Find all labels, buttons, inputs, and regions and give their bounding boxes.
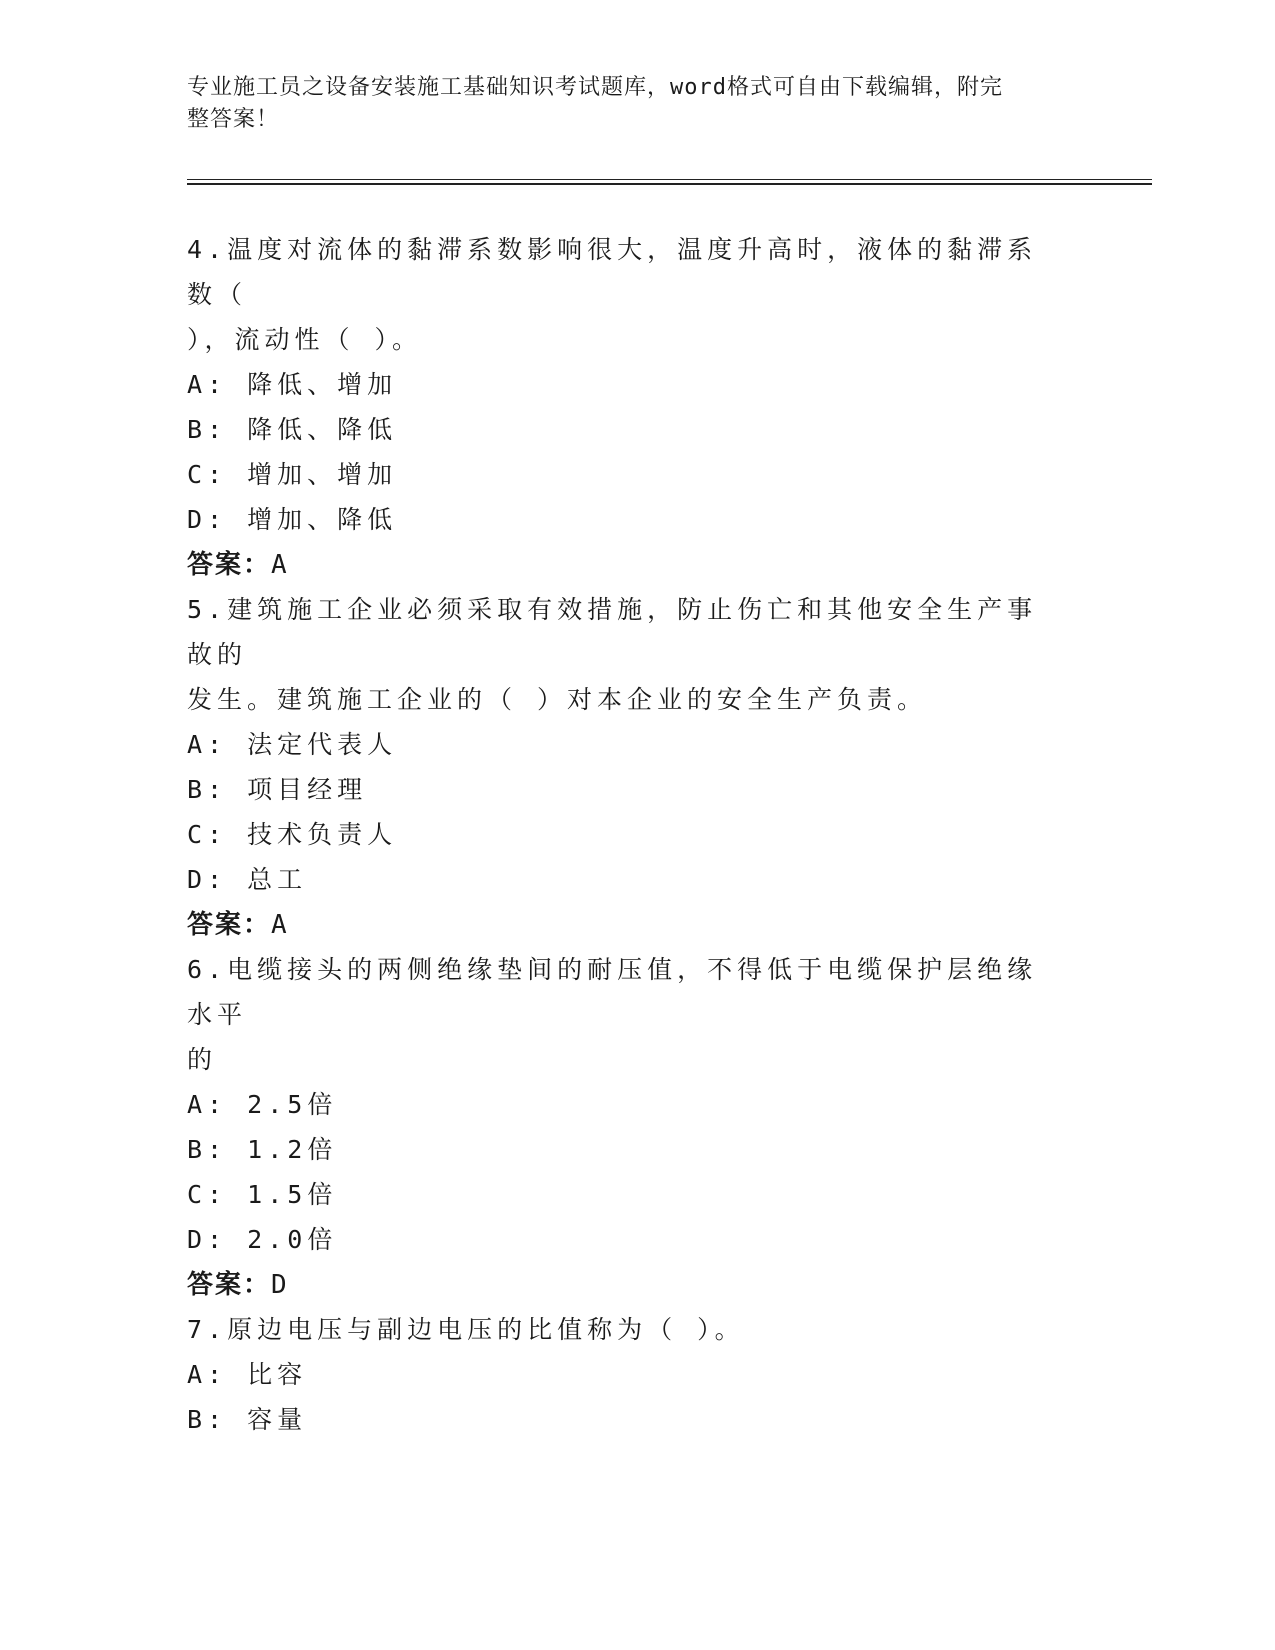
option-label: C: — [187, 1180, 228, 1209]
question-text-line: 的 — [187, 1045, 218, 1074]
option-text: 增加、增加 — [247, 460, 398, 489]
answer-line — [187, 1262, 1067, 1308]
header-divider-thin — [187, 179, 1152, 180]
header-line-2: 整答案！ — [187, 107, 280, 132]
option-a — [187, 1082, 1067, 1127]
option-d — [187, 857, 1067, 902]
option-label: D: — [187, 505, 228, 534]
question-text-line: 5.建筑施工企业必须采取有效措施，防止伤亡和其他安全生产事故的 — [187, 595, 1038, 669]
answer-value: A — [271, 910, 289, 940]
document-header — [187, 72, 1067, 136]
option-label: A: — [187, 1360, 228, 1389]
option-text: 1.5倍 — [247, 1180, 338, 1209]
question-5 — [187, 587, 1067, 948]
option-c — [187, 1172, 1067, 1217]
option-text: 降低、增加 — [247, 370, 398, 399]
option-b — [187, 767, 1067, 812]
answer-label: 答案： — [187, 1270, 272, 1300]
answer-value: A — [271, 550, 289, 580]
question-text-line: 7.原边电压与副边电压的比值称为（ ）。 — [187, 1315, 745, 1344]
question-text-line: 4.温度对流体的黏滞系数影响很大，温度升高时，液体的黏滞系数（ — [187, 235, 1038, 309]
option-label: A: — [187, 370, 228, 399]
option-text: 技术负责人 — [247, 820, 398, 849]
answer-line — [187, 542, 1067, 588]
option-c — [187, 812, 1067, 857]
option-label: A: — [187, 1090, 228, 1119]
option-label: B: — [187, 415, 228, 444]
option-label: A: — [187, 730, 228, 759]
question-7 — [187, 1307, 1067, 1442]
option-label: D: — [187, 1225, 228, 1254]
option-text: 比容 — [247, 1360, 308, 1389]
question-text-line: ），流动性（ ）。 — [187, 325, 423, 354]
option-a — [187, 362, 1067, 407]
option-text: 项目经理 — [247, 775, 368, 804]
option-a — [187, 722, 1067, 767]
answer-label: 答案： — [187, 910, 272, 940]
question-6 — [187, 947, 1067, 1308]
answer-value: D — [271, 1270, 289, 1300]
option-label: B: — [187, 1135, 228, 1164]
question-text-line: 发生。建筑施工企业的（ ）对本企业的安全生产负责。 — [187, 685, 928, 714]
option-text: 降低、降低 — [247, 415, 398, 444]
answer-label: 答案： — [187, 550, 272, 580]
option-label: C: — [187, 820, 228, 849]
option-text: 2.5倍 — [247, 1090, 338, 1119]
option-b — [187, 1397, 1067, 1442]
option-text: 容量 — [247, 1405, 308, 1434]
option-text: 总工 — [247, 865, 308, 894]
answer-line — [187, 902, 1067, 948]
option-text: 法定代表人 — [247, 730, 398, 759]
option-d — [187, 1217, 1067, 1262]
header-divider-thick — [187, 183, 1152, 185]
option-a — [187, 1352, 1067, 1397]
option-label: B: — [187, 1405, 228, 1434]
question-4 — [187, 227, 1067, 588]
option-text: 增加、降低 — [247, 505, 398, 534]
option-d — [187, 497, 1067, 542]
option-label: B: — [187, 775, 228, 804]
option-c — [187, 452, 1067, 497]
option-text: 1.2倍 — [247, 1135, 338, 1164]
header-line-1: 专业施工员之设备安装施工基础知识考试题库，word格式可自由下载编辑，附完 — [187, 75, 1003, 100]
option-b — [187, 407, 1067, 452]
option-label: C: — [187, 460, 228, 489]
option-b — [187, 1127, 1067, 1172]
option-label: D: — [187, 865, 228, 894]
question-text-line: 6.电缆接头的两侧绝缘垫间的耐压值，不得低于电缆保护层绝缘水平 — [187, 955, 1038, 1029]
option-text: 2.0倍 — [247, 1225, 338, 1254]
